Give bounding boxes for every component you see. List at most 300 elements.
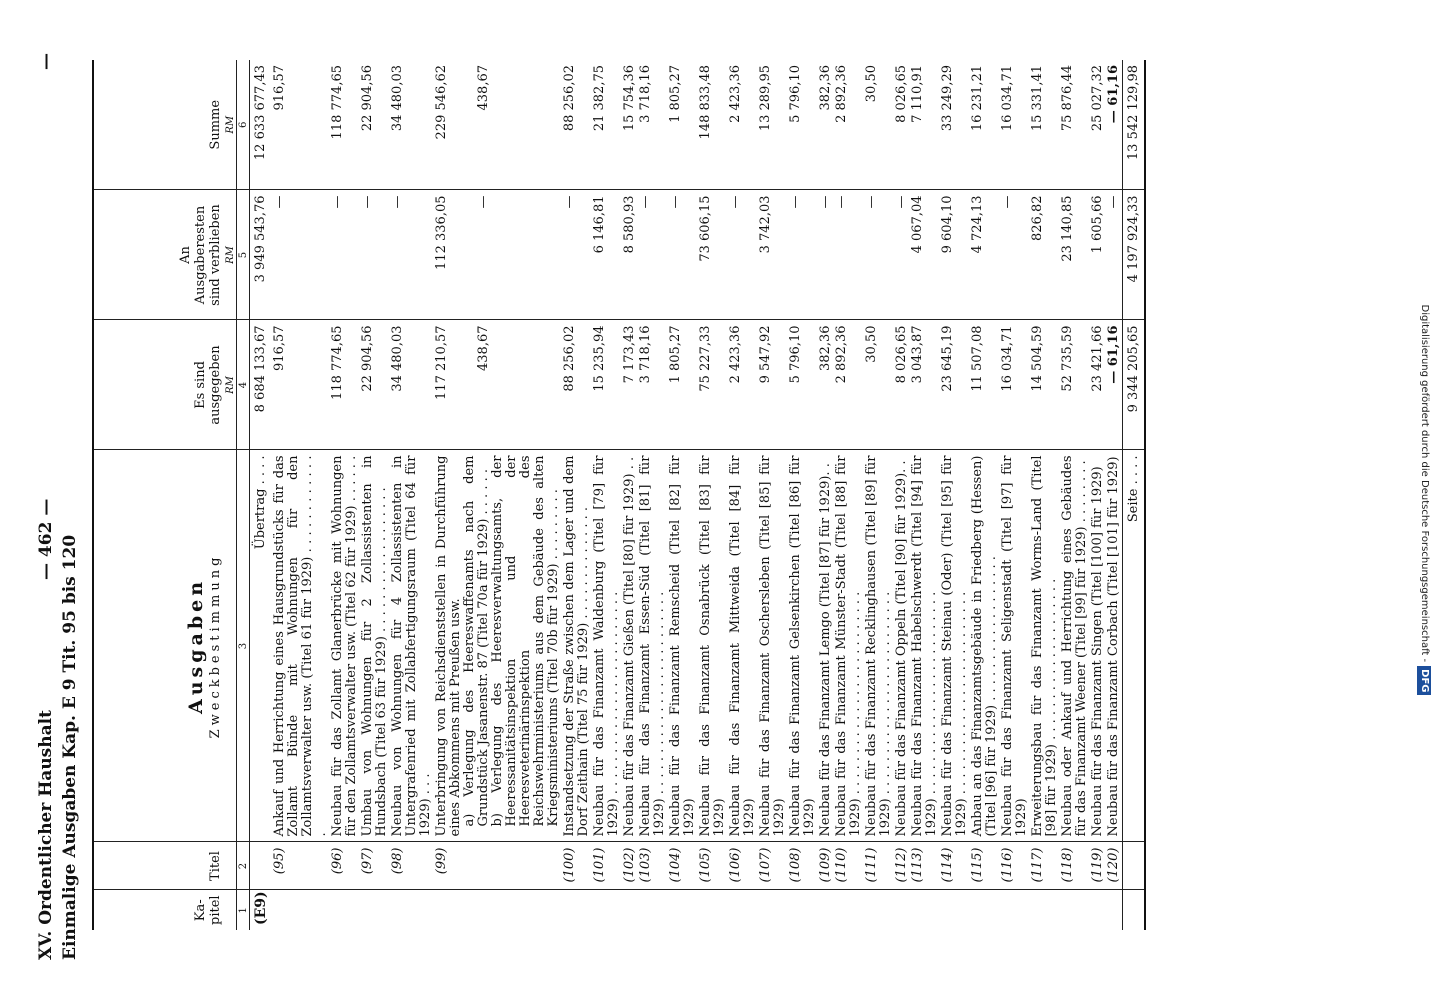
summe-cell xyxy=(390,60,434,190)
ausgegeben-cell xyxy=(1106,320,1123,450)
titel-cell: (113) xyxy=(910,842,940,890)
table-row xyxy=(330,60,360,930)
ausgegeben-cell xyxy=(818,320,834,450)
verblieben-cell xyxy=(272,190,330,320)
table-row xyxy=(758,60,788,930)
verblieben-value: — xyxy=(562,195,577,209)
zweck-text: Neubau für das Finanzamt Gelsenkirchen (Titel [86] für 1929) xyxy=(788,455,817,837)
verblieben-cell xyxy=(592,190,622,320)
verblieben-value: — xyxy=(788,195,803,209)
kapitel-cell xyxy=(1090,890,1106,930)
table-row xyxy=(1060,60,1090,930)
titel-cell: (115) xyxy=(970,842,1000,890)
summe-value: 30,50 xyxy=(864,65,879,103)
summe-value: 1 805,27 xyxy=(668,65,683,123)
titel-cell: (109) xyxy=(818,842,834,890)
verblieben-value: — xyxy=(390,195,405,209)
zweck-text: Instandsetzung der Straße zwischen dem Lager und dem Dorf Zeithain (Titel 75 für 1929) . . . . . . . . . . . . . . xyxy=(562,455,591,837)
kapitel-cell xyxy=(788,890,818,930)
verblieben-value: 4 067,04 xyxy=(910,195,925,254)
kapitel-cell xyxy=(330,890,360,930)
summe-cell xyxy=(910,60,940,190)
zweck-cell xyxy=(272,450,330,842)
zweck-cell xyxy=(1000,450,1030,842)
zweck-text: Erweiterungsbau für das Finanzamt Worms-Land (Titel [98] für 1929) . . . . . . . . . . . . . . . . . . . . xyxy=(1030,455,1059,837)
verblieben-value: 73 606,15 xyxy=(698,195,713,262)
col-number: 5 xyxy=(237,190,250,320)
zweck-cell xyxy=(970,450,1000,842)
summe-value: 16 231,21 xyxy=(970,65,985,132)
summe-cell xyxy=(638,60,668,190)
summe-cell xyxy=(360,60,390,190)
zweck-text: Neubau für das Finanzamt Singen (Titel [100] für 1929) xyxy=(1090,466,1105,837)
ausgegeben-cell xyxy=(970,320,1000,450)
zweck-cell xyxy=(360,450,390,842)
ausgegeben-value: 7 173,43 xyxy=(622,325,637,384)
verblieben-cell xyxy=(330,190,360,320)
table-row xyxy=(698,60,728,930)
verblieben-value: — xyxy=(1106,195,1121,209)
table-row xyxy=(1030,60,1060,930)
verblieben-cell xyxy=(818,190,834,320)
zweck-subitem: a) Verlegung des Heereswaffenamts nach dem Grundstück Jasanenstr. 87 (Titel 70a für 1929) . . . . . . xyxy=(462,455,491,827)
titel-cell: (97) xyxy=(360,842,390,890)
dfg-side-note xyxy=(1414,0,1434,1000)
summe-value: 2 423,36 xyxy=(728,65,743,123)
verblieben-cell xyxy=(638,190,668,320)
kapitel-cell xyxy=(1060,890,1090,930)
table-row xyxy=(272,60,330,930)
header-right-mark: — xyxy=(36,53,56,70)
uebertrag-verblieben: 3 949 543,76 xyxy=(250,190,273,320)
verblieben-value: — xyxy=(728,195,743,209)
summe-cell xyxy=(818,60,834,190)
table-row xyxy=(910,60,940,930)
ausgegeben-cell xyxy=(622,320,638,450)
summe-value: 916,57 xyxy=(272,65,287,111)
kapitel-cell xyxy=(864,890,894,930)
zweck-cell xyxy=(940,450,970,842)
table-row xyxy=(818,60,834,930)
zweck-text: Neubau für das Finanzamt Remscheid (Titel [82] für 1929) xyxy=(668,455,697,837)
zweck-cell xyxy=(1106,450,1123,842)
summe-cell xyxy=(668,60,698,190)
ausgegeben-cell xyxy=(728,320,758,450)
summe-value: 118 774,65 xyxy=(330,65,345,140)
ausgegeben-cell xyxy=(390,320,434,450)
verblieben-value: — xyxy=(864,195,879,209)
kapitel-cell xyxy=(360,890,390,930)
verblieben-cell xyxy=(758,190,788,320)
summe-value: 25 027,32 xyxy=(1090,65,1105,132)
table-row xyxy=(638,60,668,930)
ausgegeben-cell xyxy=(668,320,698,450)
verblieben-cell xyxy=(894,190,910,320)
verblieben-value: — xyxy=(894,195,909,209)
verblieben-cell xyxy=(698,190,728,320)
ausgegeben-cell xyxy=(272,320,330,450)
table-row xyxy=(434,60,562,930)
col-header-kapitel: Ka-pitel xyxy=(193,895,223,925)
summe-cell xyxy=(728,60,758,190)
verblieben-value: — xyxy=(818,195,833,209)
summe-value: 16 034,71 xyxy=(1000,65,1015,132)
summe-cell xyxy=(1030,60,1060,190)
summe-value: 229 546,62 xyxy=(434,65,449,140)
zweck-cell xyxy=(698,450,728,842)
col-number: 3 xyxy=(237,450,250,842)
ausgegeben-value: 3 043,87 xyxy=(910,325,925,384)
verblieben-value: — xyxy=(834,195,849,209)
verblieben-value-b: — xyxy=(476,195,491,209)
ausgaben-subtitle: Zweckbestimmung xyxy=(208,553,223,739)
dfg-note-text: Digitalisierung gefördert durch die Deutsche Forschungsgemeinschaft - xyxy=(1419,304,1430,663)
col-header-ausgaben xyxy=(93,450,224,842)
page-subtitle: Einmalige Ausgaben Kap. E 9 Tit. 95 bis 120 xyxy=(60,534,80,960)
summe-value: 88 256,02 xyxy=(562,65,577,132)
zweck-cell xyxy=(668,450,698,842)
verblieben-value: — xyxy=(668,195,683,209)
kapitel-cell xyxy=(390,890,434,930)
table-row xyxy=(940,60,970,930)
table-row xyxy=(390,60,434,930)
zweck-cell xyxy=(434,450,562,842)
titel-cell: (100) xyxy=(562,842,592,890)
summe-cell xyxy=(970,60,1000,190)
summe-cell xyxy=(940,60,970,190)
verblieben-cell xyxy=(390,190,434,320)
ausgegeben-value: 30,50 xyxy=(864,325,879,363)
ausgegeben-cell xyxy=(434,320,562,450)
titel-cell: (105) xyxy=(698,842,728,890)
zweck-cell xyxy=(1030,450,1060,842)
kapitel-cell xyxy=(1030,890,1060,930)
ausgegeben-value: 2 423,36 xyxy=(728,325,743,384)
kapitel-cell xyxy=(272,890,330,930)
zweck-text: Neubau von Wohnungen für 4 Zollassistenten in Untergrafenried mit Zollabfertigungsraum (Titel 64 für 1929) . . . xyxy=(390,455,433,837)
ausgegeben-cell xyxy=(360,320,390,450)
table-row xyxy=(970,60,1000,930)
zweck-subitem: b) Verlegung des Heeresverwaltungsamts, der Heeressanitätsinspektion und der Heeresveterinärinspektion des Reichswehrministeriums aus dem Gebäude des alten Kriegsministeriums (Titel 70b für 1929) . . . . . . . . . xyxy=(490,455,561,827)
verblieben-value: 8 580,93 xyxy=(622,195,637,254)
ausgegeben-cell xyxy=(1060,320,1090,450)
ausgegeben-value: 2 892,36 xyxy=(834,325,849,384)
zweck-text: Neubau oder Ankauf und Herrichtung eines Gebäudes für das Finanzamt Weener (Titel [99] für 1929) . . . . . . . . xyxy=(1060,455,1089,837)
summe-value: 13 289,95 xyxy=(758,65,773,132)
verblieben-cell xyxy=(622,190,638,320)
titel-cell: (102) xyxy=(622,842,638,890)
summe-cell xyxy=(788,60,818,190)
summe-cell xyxy=(758,60,788,190)
kapitel-cell xyxy=(728,890,758,930)
col-header-titel: Titel xyxy=(93,842,224,890)
verblieben-cell xyxy=(834,190,864,320)
summe-value: 5 796,10 xyxy=(788,65,803,123)
verblieben-value: 4 724,13 xyxy=(970,195,985,254)
table-row xyxy=(834,60,864,930)
ausgegeben-cell xyxy=(1000,320,1030,450)
ausgegeben-value: 3 718,16 xyxy=(638,325,653,384)
summe-cell xyxy=(864,60,894,190)
page-title: XV. Ordentlicher Haushalt xyxy=(36,710,56,960)
zweck-cell xyxy=(894,450,910,842)
summe-value: 34 480,03 xyxy=(390,65,405,132)
uebertrag-ausgegeben: 8 684 133,67 xyxy=(250,320,273,450)
titel-cell: (119) xyxy=(1090,842,1106,890)
verblieben-cell xyxy=(360,190,390,320)
uebertrag-summe: 12 633 677,43 xyxy=(250,60,273,190)
ausgegeben-value: 916,57 xyxy=(272,325,287,371)
ausgegeben-cell xyxy=(638,320,668,450)
zweck-text: Umbau von Wohnungen für 2 Zollassistenten in Hundsbach (Titel 63 für 1929) . . . . . . . . . . . . . . . . . . xyxy=(360,455,389,837)
zweck-cell xyxy=(330,450,360,842)
verblieben-value: 9 604,10 xyxy=(940,195,955,254)
zweck-text: Neubau für das Finanzamt Oschersleben (Titel [85] für 1929) xyxy=(758,455,787,837)
ausgegeben-cell xyxy=(1030,320,1060,450)
summe-value: 382,36 xyxy=(818,65,833,111)
zweck-cell xyxy=(910,450,940,842)
ausgegeben-cell xyxy=(910,320,940,450)
summe-cell xyxy=(330,60,360,190)
zweck-text: Neubau für das Finanzamt Oppeln (Titel [90] für 1929). . xyxy=(894,460,909,837)
titel-cell: (116) xyxy=(1000,842,1030,890)
verblieben-value: 112 336,05 xyxy=(434,195,449,270)
titel-cell: (108) xyxy=(788,842,818,890)
unit-label: RM xyxy=(224,60,237,190)
ausgegeben-value: 5 796,10 xyxy=(788,325,803,384)
total-label: Seite . . . . xyxy=(1123,450,1146,842)
verblieben-value: — xyxy=(360,195,375,209)
zweck-cell xyxy=(390,450,434,842)
ausgegeben-value: 23 421,66 xyxy=(1090,325,1105,392)
zweck-text: Neubau für das Finanzamt Steinau (Oder) (Titel [95] für 1929) . . . . . . . . . . . . . . . . . . . . . . . . . xyxy=(940,455,969,837)
ausgegeben-value: 117 210,57 xyxy=(434,325,449,400)
uebertrag-row xyxy=(250,60,273,930)
table-row xyxy=(864,60,894,930)
kapitel-cell xyxy=(622,890,638,930)
verblieben-cell xyxy=(562,190,592,320)
titel-cell: (118) xyxy=(1060,842,1090,890)
col-header-verblieben: An Ausgaberesten sind verblieben xyxy=(93,190,224,320)
verblieben-value: — xyxy=(1000,195,1015,209)
verblieben-cell xyxy=(970,190,1000,320)
titel-cell: (96) xyxy=(330,842,360,890)
kapitel-cell xyxy=(834,890,864,930)
verblieben-cell xyxy=(668,190,698,320)
summe-value: — 61,16 xyxy=(1106,65,1121,124)
ausgegeben-cell xyxy=(698,320,728,450)
ausgegeben-value: 15 235,94 xyxy=(592,325,607,392)
verblieben-cell xyxy=(788,190,818,320)
summe-cell xyxy=(698,60,728,190)
ausgegeben-cell xyxy=(1090,320,1106,450)
zweck-text: Ankauf und Herrichtung eines Hausgrundstücks für das Zollamt Bünde mit Wohnungen für den Zollamtsverwalter usw. (Titel 61 für 1929) . . . . . . . . . . . . . xyxy=(272,455,329,837)
zweck-cell xyxy=(728,450,758,842)
summe-cell xyxy=(1090,60,1106,190)
col-number: 4 xyxy=(237,320,250,450)
verblieben-value: — xyxy=(272,195,287,209)
titel-cell: (104) xyxy=(668,842,698,890)
zweck-cell xyxy=(1090,450,1106,842)
col-number: 1 xyxy=(237,890,250,930)
titel-cell: (101) xyxy=(592,842,622,890)
titel-cell: (120) xyxy=(1106,842,1123,890)
ausgegeben-cell xyxy=(788,320,818,450)
spacer xyxy=(449,65,477,185)
kapitel-cell xyxy=(970,890,1000,930)
ausgegeben-value: 8 026,65 xyxy=(894,325,909,384)
ausgegeben-value: 88 256,02 xyxy=(562,325,577,392)
ausgegeben-cell xyxy=(864,320,894,450)
unit-label: RM xyxy=(224,320,237,450)
titel-cell: (111) xyxy=(864,842,894,890)
kapitel-cell xyxy=(668,890,698,930)
zweck-text: Neubau für das Finanzamt Münster-Stadt (Titel [88] für 1929) . . . . . . . . . . . . . . . . . . . . . . . . . xyxy=(834,455,863,837)
kapitel-cell xyxy=(698,890,728,930)
kapitel-cell xyxy=(562,890,592,930)
kapitel-cell xyxy=(910,890,940,930)
zweck-text: Neubau für das Finanzamt Recklinghausen (Titel [89] für 1929) . . . . . . . . . . . . . . . . . . . . . . . . . xyxy=(864,455,893,837)
kapitel-cell xyxy=(638,890,668,930)
verblieben-cell xyxy=(1030,190,1060,320)
zweck-cell xyxy=(1060,450,1090,842)
zweck-text: Neubau für das Finanzamt Habelschwerdt (Titel [94] für 1929) . . . . . . . . . . . . . . . . . . . . . . . . . xyxy=(910,455,939,837)
kapitel-cell xyxy=(434,890,562,930)
total-summe: 13 542 129,98 xyxy=(1123,60,1146,190)
verblieben-cell xyxy=(434,190,562,320)
kapitel-cell xyxy=(894,890,910,930)
summe-value: 148 833,48 xyxy=(698,65,713,140)
verblieben-cell xyxy=(864,190,894,320)
verblieben-value: 6 146,81 xyxy=(592,195,607,254)
titel-cell: (114) xyxy=(940,842,970,890)
ausgegeben-cell xyxy=(894,320,910,450)
summe-cell xyxy=(1060,60,1090,190)
ausgegeben-value: 75 227,33 xyxy=(698,325,713,392)
titel-cell: (99) xyxy=(434,842,562,890)
unit-label: RM xyxy=(224,190,237,320)
spacer xyxy=(449,326,477,445)
titel-cell: (107) xyxy=(758,842,788,890)
summe-cell xyxy=(562,60,592,190)
verblieben-cell xyxy=(940,190,970,320)
summe-value: 22 904,56 xyxy=(360,65,375,132)
summe-value: 21 382,75 xyxy=(592,65,607,132)
table-row xyxy=(562,60,592,930)
ausgegeben-cell xyxy=(330,320,360,450)
summe-value: 75 876,44 xyxy=(1060,65,1075,132)
col-number: 6 xyxy=(237,60,250,190)
zweck-text: Neubau für das Finanzamt Seligenstadt (Titel [97] für 1929) xyxy=(1000,455,1029,837)
table-row xyxy=(668,60,698,930)
ausgegeben-cell xyxy=(940,320,970,450)
zweck-text: Neubau für das Finanzamt Waldenburg (Titel [79] für 1929) . . . . . . . . . . . . . . . . . . . . . . . . . xyxy=(592,455,621,837)
kapitel-cell xyxy=(1000,890,1030,930)
table-row xyxy=(622,60,638,930)
titel-cell: (110) xyxy=(834,842,864,890)
table-row xyxy=(1000,60,1030,930)
zweck-text: Neubau für das Finanzamt Gießen (Titel [80] für 1929) . . xyxy=(622,456,637,837)
verblieben-value: 3 742,03 xyxy=(758,195,773,254)
zweck-cell xyxy=(864,450,894,842)
table-row xyxy=(360,60,390,930)
page-number: — 462 — xyxy=(36,498,56,580)
zweck-cell xyxy=(622,450,638,842)
zweck-text: Neubau für das Finanzamt Osnabrück (Titel [83] für 1929) xyxy=(698,455,727,837)
ausgegeben-value: 16 034,71 xyxy=(1000,325,1015,392)
kapitel-cell xyxy=(1106,890,1123,930)
summe-cell xyxy=(1106,60,1123,190)
verblieben-cell xyxy=(1060,190,1090,320)
summe-cell xyxy=(834,60,864,190)
ausgegeben-cell xyxy=(834,320,864,450)
ausgegeben-value: 1 805,27 xyxy=(668,325,683,384)
ausgegeben-cell xyxy=(592,320,622,450)
kapitel-cell: (E9) xyxy=(253,891,269,925)
kapitel-cell xyxy=(758,890,788,930)
ausgegeben-value: — 61,16 xyxy=(1106,325,1121,384)
verblieben-value: — xyxy=(330,195,345,209)
zweck-text: Neubau für das Zollamt Glanerbrücke mit Wohnungen für den Zollamtsverwalter usw. (Titel 62 für 1929) . . . . . . xyxy=(330,455,359,837)
verblieben-value: 23 140,85 xyxy=(1060,195,1075,262)
titel-cell: (98) xyxy=(390,842,434,890)
summe-value: 7 110,91 xyxy=(910,65,925,123)
zweck-text: Neubau für das Finanzamt Mittweida (Titel [84] für 1929) xyxy=(728,455,757,837)
titel-cell: (106) xyxy=(728,842,758,890)
uebertrag-label: Übertrag . . . . xyxy=(250,450,273,842)
kapitel-cell xyxy=(592,890,622,930)
zweck-cell xyxy=(592,450,622,842)
zweck-cell xyxy=(562,450,592,842)
ausgaben-title: Ausgaben xyxy=(185,577,207,715)
zweck-text: Neubau für das Finanzamt Essen-Süd (Titel [81] für 1929) . . . . . . . . . . . . . . . . . . . . . . . . . xyxy=(638,455,667,837)
kapitel-cell xyxy=(940,890,970,930)
kapitel-cell xyxy=(818,890,834,930)
summe-value: 15 331,41 xyxy=(1030,65,1045,132)
zweck-cell xyxy=(834,450,864,842)
ausgegeben-value: 9 547,92 xyxy=(758,325,773,384)
ausgegeben-cell xyxy=(758,320,788,450)
ausgegeben-value: 52 735,59 xyxy=(1060,325,1075,392)
table-row xyxy=(788,60,818,930)
summe-value: 2 892,36 xyxy=(834,65,849,123)
ausgegeben-value: 34 480,03 xyxy=(390,325,405,392)
zweck-text: Neubau für das Finanzamt Lemgo (Titel [87] für 1929). . xyxy=(818,463,833,837)
zweck-cell xyxy=(758,450,788,842)
summe-value: 15 754,36 xyxy=(622,65,637,132)
verblieben-value: — xyxy=(638,195,653,209)
total-row xyxy=(1123,60,1146,930)
spacer xyxy=(449,196,477,315)
table-row xyxy=(592,60,622,930)
verblieben-value: 826,82 xyxy=(1030,195,1045,241)
ausgegeben-value: 382,36 xyxy=(818,325,833,371)
zweck-cell xyxy=(638,450,668,842)
ausgegeben-value-b: 438,67 xyxy=(476,325,491,371)
summe-cell xyxy=(894,60,910,190)
col-header-summe: Summe xyxy=(93,60,224,190)
titel-cell: (117) xyxy=(1030,842,1060,890)
summe-cell xyxy=(1000,60,1030,190)
summe-cell xyxy=(434,60,562,190)
summe-value: 8 026,65 xyxy=(894,65,909,123)
verblieben-cell xyxy=(910,190,940,320)
titel-cell: (95) xyxy=(272,842,330,890)
summe-cell xyxy=(272,60,330,190)
zweck-cell xyxy=(788,450,818,842)
col-header-ausgegeben: Es sind ausgegeben xyxy=(93,320,224,450)
verblieben-cell xyxy=(1106,190,1123,320)
